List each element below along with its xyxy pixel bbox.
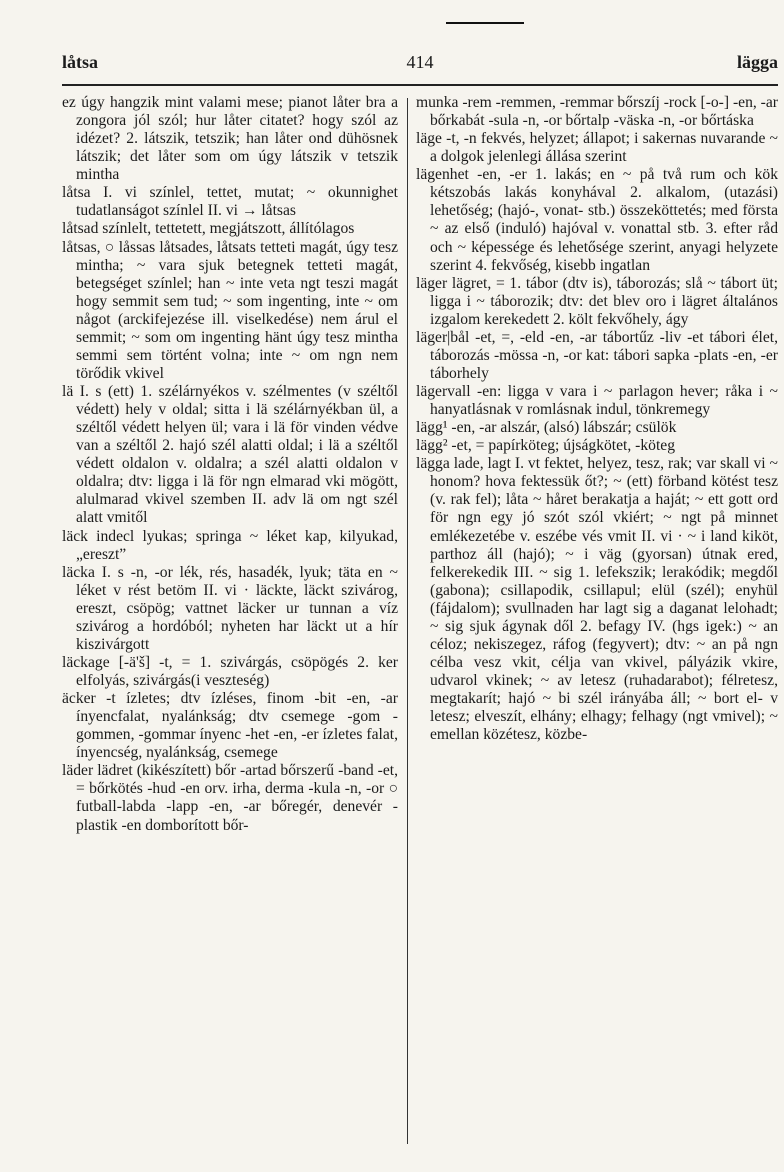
dictionary-entry: läder lädret (kikészített) bőr -artad bőrszerű -band -et, = bőrkötés -hud -en orv. irha, derma -kula -n, -or ○ futball-labda -lapp -en, -ar bőregér, denevér -plastik -en domborított bőr- xyxy=(62,762,398,834)
dictionary-entry: läcka I. s -n, -or lék, rés, hasadék, lyuk; täta en ~ léket v rést betöm II. vi · läckte, läckt szivárog, ereszt, csöpög; vattnet läcker ur tunnan a víz szivárog a hordóból; nyheten har läckt ut a hír kiszivárgott xyxy=(62,563,398,653)
top-rule xyxy=(446,22,524,24)
right-guide-word: lägga xyxy=(736,52,778,72)
dictionary-entry: lägg² -et, = papírköteg; újságkötet, -köteg xyxy=(416,437,676,455)
dictionary-entry: läck indecl lyukas; springa ~ léket kap, kilyukad, „ereszt” xyxy=(62,527,398,563)
dictionary-entry: lägenhet -en, -er 1. lakás; en ~ på två rum och kök kétszobás lakás konyhával 2. alkalom, (utazási) lehetőség; (hajó-, vonat- stb.) összeköttetés; med första ~ az első (induló) hajóval v. vonattal stb. 3. efter råd och ~ képessége és lehetősége szerint, anyagi helyzete szerint 4. fekvőség, kisebb ingatlan xyxy=(416,166,778,274)
dictionary-entry: läger|bål -et, =, -eld -en, -ar tábortűz -liv -et tábori élet, táborozás -mössa -n, -or kat: tábori sapka -plats -en, -er táborhely xyxy=(416,328,778,382)
left-column xyxy=(62,94,398,835)
dictionary-entry: lägga lade, lagt I. vt fektet, helyez, tesz, rak; var skall vi ~ honom? hova fektessük őt?; ~ (ett) förband kötést tesz (v. rak fel); låta ~ håret berakatja a haját; ~ ett gott ord för ngn egy jó szót szól vkiért; ~ ngt på minnet emlékezetébe v. eszébe vés vmit II. vi · ~ i land kiköt, parthoz áll (hajó); ~ i väg (gyorsan) útnak ered, felkerekedik III. ~ sig 1. lefekszik; lerakódik; megdől (gabona); csillapodik, csillapul; elül (szél); enyhül (fájdalom); svullnaden har lagt sig a daganat lelohadt; ~ sig sjuk ágynak dől 2. befagy IV. (hgs igek:) ~ an céloz; nekiszegez, ráfog (fegyvert); dtv: ~ an på ngn célba vesz vkit, célja van vkivel, pályázik vkire, udvarol vkinek; ~ av letesz (ruhadarabot); félretesz, megtakarít; hajó ~ bi szél irányába áll; ~ bort el- v letesz; elveszít, elhány; elhagy; felhagy (ngt vmivel); ~ emellan közétesz, közbe- xyxy=(416,455,778,744)
dictionary-entry: lä I. s (ett) 1. szélárnyékos v. szélmentes (v széltől védett) hely v oldal; sitta i lä szélárnyékban ül, a széltől védett helyen ül; vara i lä för vinden védve van a széltől 2. hajó szél alatti oldal; i lä a széltől védett oldalon v. oldalra; a szél alatti oldalon v oldalra; dtv: ligga i lä för ngn elmarad vki mögött, alulmarad vkivel szemben II. adv lä om ngt szél alatt vmitől xyxy=(62,383,398,527)
dictionary-entry: lägervall -en: ligga v vara i ~ parlagon hever; råka i ~ hanyatlásnak v romlásnak indul, tönkremegy xyxy=(416,383,778,419)
dictionary-entry: lägg¹ -en, -ar alszár, (alsó) lábszár; csülök xyxy=(416,419,677,437)
page-number: 414 xyxy=(406,52,434,72)
page-header xyxy=(62,48,778,76)
column-divider xyxy=(407,98,408,1144)
right-column xyxy=(416,94,778,744)
left-guide-word: låtsa xyxy=(62,52,98,72)
header-rule xyxy=(62,84,778,86)
dictionary-entry: läger lägret, = 1. tábor (dtv is), táborozás; slå ~ tábort üt; ligga i ~ táborozik; dtv: det blev oro i lägret általános izgalom kerekedett 2. költ fekvőhely, ágy xyxy=(416,274,778,328)
dictionary-entry: läckage [-ä'š] -t, = 1. szivárgás, csöpögés 2. ker elfolyás, szivárgás(i veszteség) xyxy=(62,653,398,689)
dictionary-entry: munka -rem -remmen, -remmar bőrszíj -rock [-o-] -en, -ar bőrkabát -sula -n, -or bőrtalp -väska -n, -or bőrtáska xyxy=(416,94,778,130)
dictionary-entry: låtsa I. vi színlel, tettet, mutat; ~ okunnighet tudatlanságot színlel II. vi → låtsas xyxy=(62,184,398,220)
dictionary-entry: låtsas, ○ låssas låtsades, låtsats tetteti magát, úgy tesz mintha; ~ vara sjuk betegnek tetteti magát, betegséget színlel; han ~ inte veta ngt teszi magát hogy semmit sem tud; ~ som ingenting, inte ~ om något (arckifejezése ill. viselkedése) nem árul el semmit; ~ som om ingenting hänt úgy tesz mintha semmi sem történt volna; inte ~ om ngn nem törődik vkivel xyxy=(62,238,398,382)
dictionary-entry: äcker -t ízletes; dtv ízléses, finom -bit -en, -ar ínyencfalat, nyalánkság; dtv csemege -gom -gommen, -gommar ínyenc -het -en, -er ízletes falat, ínyencség, nyalánkság, csemege xyxy=(62,690,398,762)
dictionary-entry: låtsad színlelt, tettetett, megjátszott, állítólagos xyxy=(62,220,355,238)
dictionary-entry: läge -t, -n fekvés, helyzet; állapot; i sakernas nuvarande ~ a dolgok jelenlegi állása szerint xyxy=(416,130,778,166)
dictionary-entry: ez úgy hangzik mint valami mese; pianot låter bra a zongora jól szól; hur låter citatet? hogy szól az idézet? 2. látszik, tetszik; han låter ond dühösnek látszik; det låter som om úgy látszik v tetszik mintha xyxy=(62,94,398,184)
